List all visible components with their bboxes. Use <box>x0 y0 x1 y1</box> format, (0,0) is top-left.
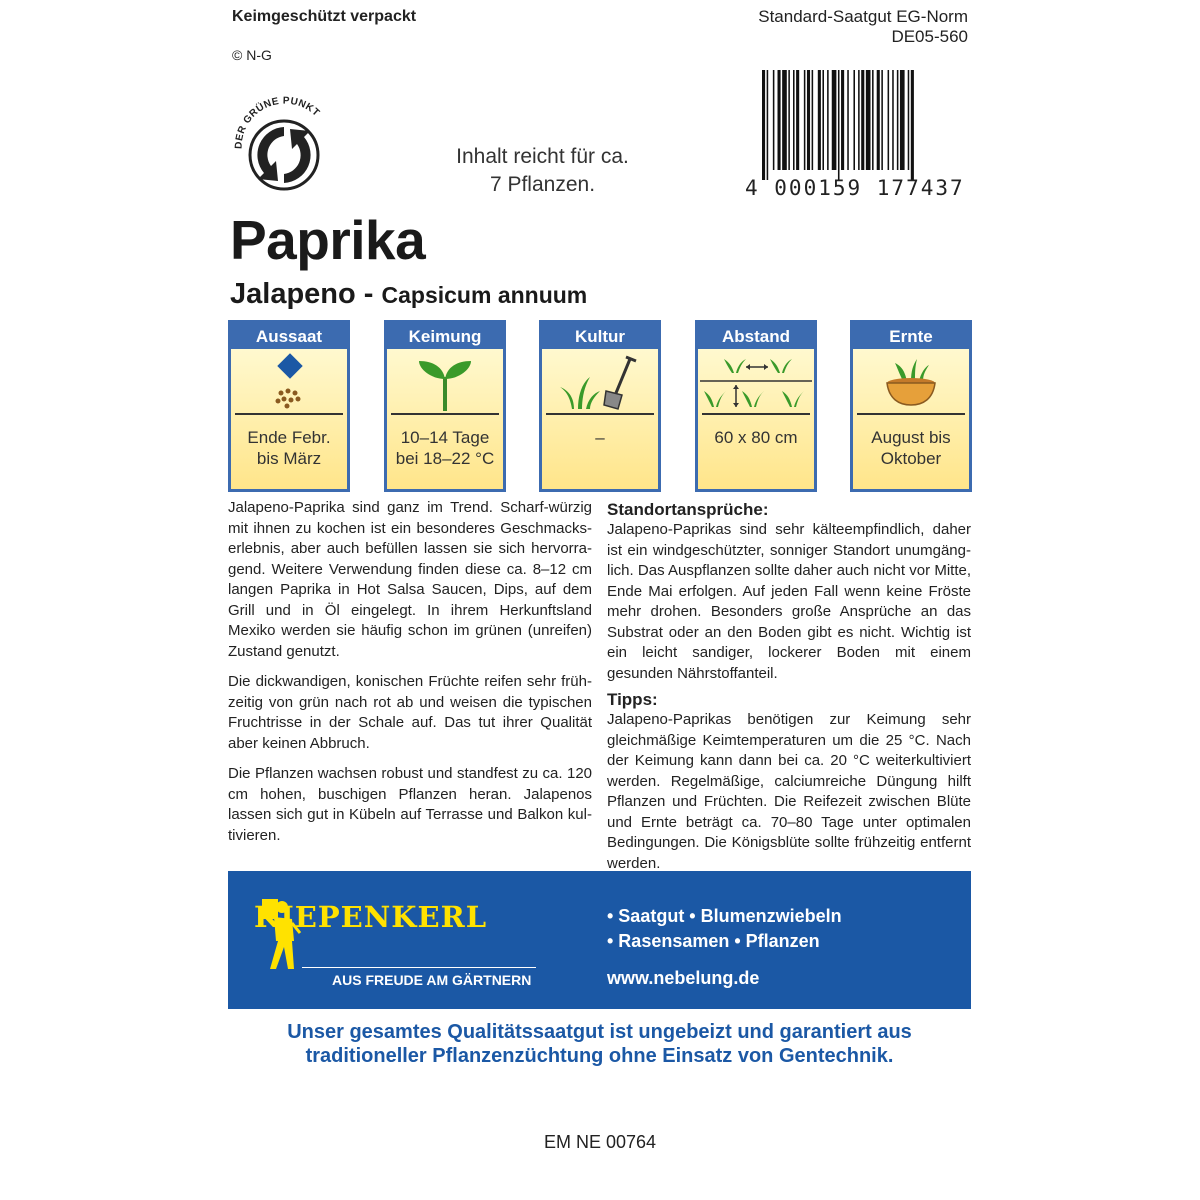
location-text: Jalapeno-Paprikas sind sehr kälteempfindlich, daher ist ein windgeschützter, sonniger Standort unumgänglich. Das Auspflanzen sollte daher auch nicht vor Mitte, Ende Mai erfolgen. Auf jeden Fall wenn keine Fröste mehr drohen. Besonders große Ansprüche an das Substrat oder an den Boden gibt es nicht. Wichtig ist ein leicht sandiger, lockerer Boden mit einem gesunden Nährstoffanteil. <box>607 521 971 682</box>
barcode-bar <box>762 70 765 180</box>
card-value <box>542 427 658 448</box>
card-value <box>387 427 503 469</box>
barcode-bar <box>877 70 880 170</box>
barcode-bar <box>807 70 810 170</box>
barcode-bar <box>881 70 883 170</box>
description-column <box>228 498 592 856</box>
card-value-line-2: Oktober <box>880 449 942 468</box>
card-divider <box>702 413 810 415</box>
barcode-bar <box>858 70 860 170</box>
card-value <box>853 427 969 469</box>
product-range-2: • Rasensamen • Pflanzen <box>607 931 820 951</box>
barcode-bar <box>822 70 824 170</box>
barcode-bar <box>841 70 844 170</box>
tips-heading: Tipps: <box>607 690 658 709</box>
card-value-line-1: – <box>595 428 605 447</box>
product-range-1: • Saatgut • Blumenzwiebeln <box>607 906 842 926</box>
brand-banner <box>228 871 971 1009</box>
card-value-line-1: 60 x 80 cm <box>714 428 798 447</box>
barcode-bar <box>888 70 890 170</box>
barcode-bar <box>767 70 769 180</box>
card-body <box>542 349 658 489</box>
barcode <box>762 70 958 180</box>
seedling-icon <box>387 353 503 411</box>
card-body <box>387 349 503 489</box>
barcode-bar <box>804 70 806 170</box>
plant-spade-icon <box>542 353 658 411</box>
barcode-bar <box>773 70 775 170</box>
contents-line-2: 7 Pflanzen. <box>489 173 596 196</box>
card-value <box>698 427 814 448</box>
card-title: Ernte <box>889 327 933 346</box>
card-value-line-2: bis März <box>256 449 322 468</box>
barcode-bar <box>900 70 905 170</box>
card-divider <box>857 413 965 415</box>
brand-divider <box>302 967 536 968</box>
quality-line-2: traditioneller Pflanzenzüchtung ohne Einsatz von Gentechnik. <box>305 1045 894 1067</box>
card-value <box>231 427 347 469</box>
contents-info <box>410 143 675 199</box>
tips-text: Jalapeno-Paprikas benötigen zur Keimung sehr gleichmäßige Keimtemperaturen um die 25 °C. Nach der Keimung kann dann bei ca. 20 °C weiterkultiviert werden. Regelmäßige, calciumreiche Düngung hilft Pflanzen und Früchten. Die Reifezeit zwischen Blüte und Ernte beträgt ca. 70–80 Tage unter optimalen Bedingungen. Die Königsblüte sollte frühzeitig entfernt werden. <box>607 711 971 872</box>
card-culture <box>539 320 661 492</box>
card-value-line-1: 10–14 Tage <box>400 428 490 447</box>
green-dot-logo-icon <box>228 93 340 205</box>
barcode-bar <box>788 70 790 170</box>
spacing-icon <box>698 353 814 411</box>
standard-line-1: Standard-Saatgut EG-Norm <box>758 7 968 26</box>
barcode-bar <box>861 70 864 170</box>
card-germination <box>384 320 506 492</box>
card-body <box>853 349 969 489</box>
quality-statement <box>228 1020 971 1068</box>
barcode-bar <box>827 70 829 170</box>
barcode-number: 4 000159 177437 <box>745 176 965 200</box>
card-divider <box>235 413 343 415</box>
barcode-bar <box>782 70 787 170</box>
care-column <box>607 500 971 884</box>
brand-name: KIEPENKERL <box>254 900 488 934</box>
svg-text:DER GRÜNE PUNKT: DER GRÜNE PUNKT <box>233 95 322 150</box>
product-title: Paprika <box>230 209 426 271</box>
latin-name: Capsicum annuum <box>381 282 588 308</box>
harvest-bowl-icon <box>853 353 969 411</box>
barcode-bar <box>838 70 840 180</box>
website-link[interactable]: www.nebelung.de <box>607 968 760 988</box>
product-code: EM NE 00764 <box>543 1132 657 1152</box>
card-harvest <box>850 320 972 492</box>
card-title: Aussaat <box>255 327 323 346</box>
variety-name: Jalapeno - <box>230 278 374 310</box>
card-divider <box>546 413 654 415</box>
card-value-line-2: bei 18–22 °C <box>395 449 495 468</box>
barcode-bar <box>847 70 849 170</box>
card-divider <box>391 413 499 415</box>
location-heading: Standortansprüche: <box>607 500 769 519</box>
card-title: Abstand <box>722 327 790 346</box>
quality-line-1: Unser gesamtes Qualitätssaatgut ist ungebeizt und garantiert aus <box>287 1021 912 1043</box>
card-title: Keimung <box>408 327 482 346</box>
card-title: Kultur <box>574 327 626 346</box>
card-value-line-1: Ende Febr. <box>247 428 331 447</box>
seed-packet-icon <box>231 353 347 411</box>
barcode-bar <box>897 70 899 170</box>
card-sowing <box>228 320 350 492</box>
germ-protected-label: Keimgeschützt verpackt <box>232 8 417 25</box>
barcode-bar <box>796 70 799 170</box>
card-body <box>698 349 814 489</box>
barcode-bar <box>892 70 894 170</box>
barcode-bar <box>908 70 910 170</box>
barcode-bar <box>872 70 874 170</box>
standard-seed-label <box>700 7 968 47</box>
card-spacing <box>695 320 817 492</box>
description-paragraph-1: Jalapeno-Paprika sind ganz im Trend. Scharf-würzig mit ihnen zu kochen ist ein besonderes Geschmackserlebnis, aber auch befüllen lassen sie sich hervorragend. Weitere Verwendung finden diese ca. 8–12 cm langen Paprika in Hot Salsa Saucen, Dips, auf dem Grill und in Öl eingelegt. In ihrem Herkunftsland Mexiko werden sie häufig schon im grünen (unreifen) Zustand genutzt. <box>228 499 592 660</box>
barcode-bar <box>853 70 855 170</box>
description-paragraph-2: Die dickwandigen, konischen Früchte reifen sehr frühzeitig von grün nach rot ab und weisen die typischen Fruchtrisse in der Schale auf. Das tut ihrer Qualität aber keinen Abbruch. <box>228 673 592 752</box>
card-body <box>231 349 347 489</box>
product-subtitle <box>230 278 587 311</box>
barcode-bar <box>911 70 914 180</box>
barcode-bar <box>778 70 781 170</box>
standard-line-2: DE05-560 <box>891 27 968 46</box>
copyright-label: © N-G <box>232 47 272 63</box>
card-value-line-1: August bis <box>871 428 951 447</box>
contents-line-1: Inhalt reicht für ca. <box>456 145 629 168</box>
description-paragraph-3: Die Pflanzen wachsen robust und standfest zu ca. 120 cm hohen, buschigen Pflanzen heran. Jalapenos lassen sich gut in Kübeln auf Terrasse und Balkon kultivieren. <box>228 765 592 844</box>
barcode-bar <box>812 70 814 170</box>
brand-slogan: AUS FREUDE AM GÄRTNERN <box>332 972 532 988</box>
barcode-bar <box>793 70 795 170</box>
barcode-bar <box>832 70 837 170</box>
barcode-bar <box>818 70 821 170</box>
barcode-bar <box>866 70 871 170</box>
